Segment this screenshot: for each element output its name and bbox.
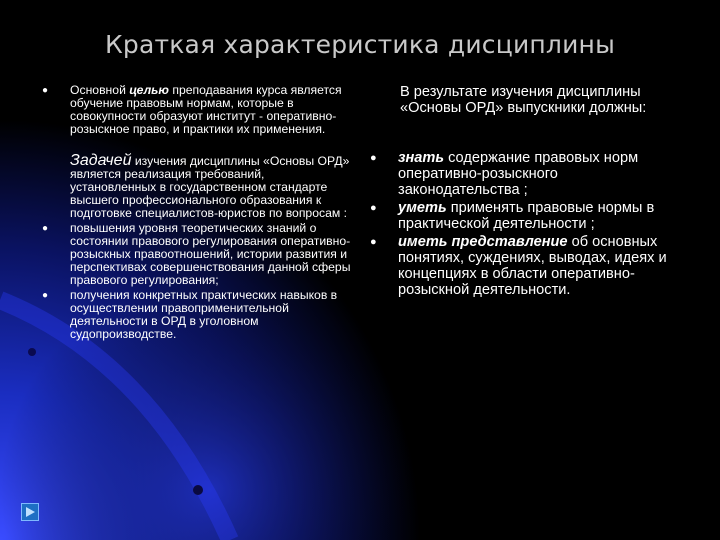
next-slide-button[interactable] bbox=[21, 503, 39, 521]
list-item-goal bbox=[42, 84, 352, 136]
skill-emphasis: уметь bbox=[398, 200, 447, 216]
list-item-idea bbox=[370, 234, 670, 298]
left-column bbox=[42, 84, 352, 341]
skill-text: применять правовые нормы в практической деятельности ; bbox=[398, 200, 655, 232]
task-paragraph bbox=[42, 154, 352, 220]
list-item bbox=[42, 289, 352, 341]
know-emphasis: знать bbox=[398, 150, 445, 166]
list-item-text: повышения уровня теоретических знаний о состоянии правового регулирования оперативно-розыскных правоотношений, истории развития и перспективах совершенствования данной сферы правового регулирования; bbox=[70, 221, 351, 287]
right-column bbox=[370, 84, 670, 298]
bullet-icon: ● bbox=[42, 85, 49, 96]
task-text: изучения дисциплины «Основы ОРД» является реализация требований, установленных в государственном стандарте высшего профессионального образования к подготовке специалистов-юристов по вопросам : bbox=[70, 154, 350, 220]
play-right-icon bbox=[22, 504, 38, 520]
slide-title: Краткая характеристика дисциплины bbox=[104, 30, 616, 59]
goal-emphasis: целью bbox=[129, 83, 169, 97]
bullet-icon: ● bbox=[42, 223, 49, 234]
list-item bbox=[42, 222, 352, 287]
list-item-text: получения конкретных практических навыков в осуществлении правоприменительной деятельности в ОРД в уголовном судопроизводстве. bbox=[70, 288, 338, 341]
goal-text: преподавания курса является обучение правовым нормам, которые в совокупности образуют институт - оперативно-розыскное право, и практики их применения. bbox=[70, 83, 342, 136]
list-item-skill bbox=[370, 200, 670, 232]
goal-pre: Основной bbox=[70, 83, 130, 97]
task-emphasis: Задачей bbox=[70, 152, 132, 169]
bullet-icon: ● bbox=[370, 202, 377, 214]
bullet-icon: ● bbox=[370, 152, 377, 164]
idea-text: об основных понятиях, суждениях, выводах, идеях и концепциях в области оперативно-розыскной деятельности. bbox=[398, 234, 667, 298]
list-item-know bbox=[370, 150, 670, 198]
idea-emphasis: иметь представление bbox=[398, 234, 568, 250]
bullet-icon: ● bbox=[42, 290, 49, 301]
results-intro: В результате изучения дисциплины «Основы ОРД» выпускники должны: bbox=[400, 84, 647, 116]
bullet-icon: ● bbox=[370, 236, 377, 248]
know-text: содержание правовых норм оперативно-розыскного законодательства ; bbox=[398, 150, 639, 198]
